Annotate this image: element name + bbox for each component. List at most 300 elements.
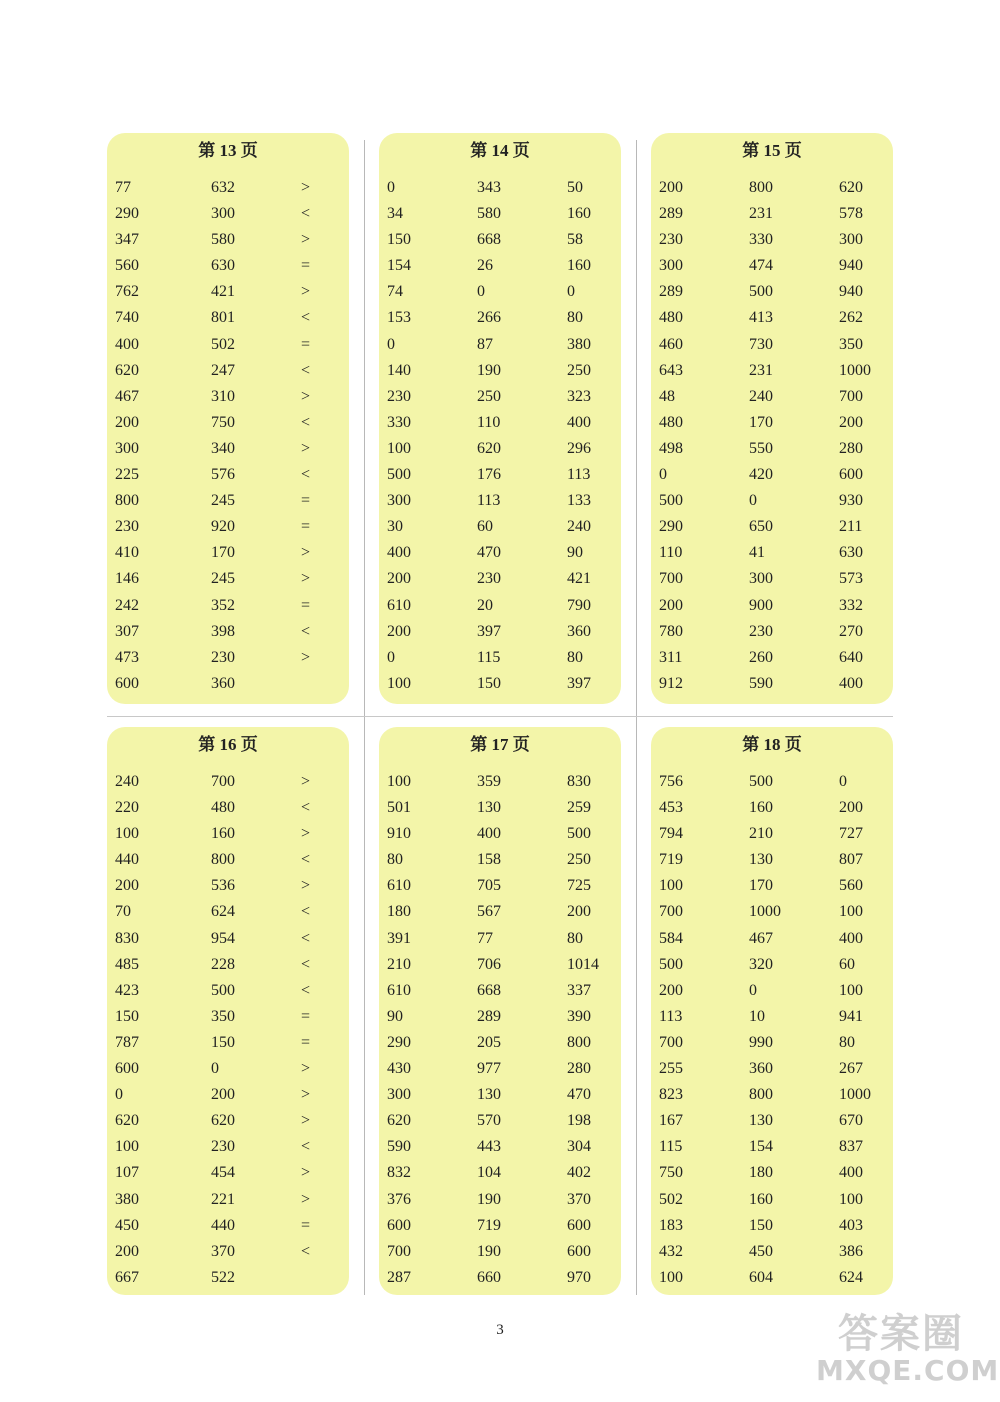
answer-cell: 289	[659, 283, 683, 301]
answer-cell: 650	[749, 518, 773, 536]
answer-cell: 600	[387, 1216, 411, 1234]
answer-row	[387, 540, 621, 566]
answer-cell: 296	[567, 439, 591, 457]
answer-cell: 423	[115, 981, 139, 999]
answer-row	[115, 1056, 349, 1082]
answer-row	[115, 410, 349, 436]
answer-row	[115, 566, 349, 592]
answer-cell: 160	[749, 1190, 773, 1208]
answer-cell: 830	[567, 773, 591, 790]
answer-row	[659, 410, 893, 436]
answer-row	[115, 1187, 349, 1213]
answer-row	[387, 410, 621, 436]
answer-row	[387, 332, 621, 358]
answer-row	[387, 1213, 621, 1239]
answer-cell: 0	[839, 773, 847, 790]
answer-cell: 77	[115, 179, 131, 196]
answer-cell: 310	[211, 387, 235, 405]
answer-cell: 115	[477, 648, 501, 666]
answer-cell: 290	[659, 518, 683, 536]
answer-cell: 0	[477, 283, 485, 301]
answer-cell: 140	[387, 361, 411, 379]
row-divider	[107, 716, 893, 717]
answer-cell: 300	[387, 1086, 411, 1104]
answer-cell: 807	[839, 851, 863, 869]
answer-cell: 359	[477, 773, 501, 790]
answer-row	[115, 201, 349, 227]
answer-row	[659, 619, 893, 645]
answer-cell: 502	[659, 1190, 683, 1208]
answer-cell: 940	[839, 257, 863, 275]
answer-cell: 0	[749, 492, 757, 510]
answer-cell: 480	[659, 309, 683, 327]
answer-cell: <	[301, 205, 311, 223]
answer-cell: 300	[659, 257, 683, 275]
answer-row	[387, 1187, 621, 1213]
answer-cell: 360	[567, 622, 591, 640]
answer-cell: 90	[387, 1007, 403, 1025]
answer-row	[115, 488, 349, 514]
answer-rows	[115, 769, 349, 1291]
answer-cell: 600	[567, 1216, 591, 1234]
answer-cell: 340	[211, 439, 235, 457]
answer-row	[387, 566, 621, 592]
answer-cell: 100	[115, 825, 139, 843]
answer-row	[387, 899, 621, 925]
answer-row	[659, 593, 893, 619]
answer-cell: 1000	[839, 361, 871, 379]
answer-cell: 391	[387, 929, 411, 947]
answer-cell: 154	[387, 257, 411, 275]
card-title: 第 16 页	[198, 735, 258, 754]
answer-cell: 160	[567, 205, 591, 223]
answer-cell: 320	[749, 955, 773, 973]
answer-cell: >	[301, 825, 311, 843]
answer-cell: 100	[387, 773, 411, 790]
answer-cell: 430	[387, 1060, 411, 1078]
column-divider-1	[364, 140, 365, 1295]
answer-cell: 620	[115, 361, 139, 379]
answer-cell: 970	[567, 1268, 591, 1286]
answer-cell: 500	[749, 283, 773, 301]
answer-cell: 115	[659, 1138, 683, 1156]
answer-cell: 130	[749, 851, 773, 869]
answer-cell: 225	[115, 466, 139, 484]
answer-cell: 290	[387, 1033, 411, 1051]
answer-cell: 787	[115, 1033, 139, 1051]
answer-cell: 180	[749, 1164, 773, 1182]
answer-cell: 87	[477, 335, 493, 353]
answer-cell: 160	[567, 257, 591, 275]
answer-cell: 580	[477, 205, 501, 223]
answer-cell: 498	[659, 439, 683, 457]
answer-cell: 632	[211, 179, 235, 196]
answer-cell: 941	[839, 1007, 863, 1025]
answer-row	[387, 978, 621, 1004]
answer-cell: 502	[211, 335, 235, 353]
answer-cell: 410	[115, 544, 139, 562]
answer-cell: 0	[749, 981, 757, 999]
answer-cell: 590	[387, 1138, 411, 1156]
answer-cell: 113	[567, 466, 591, 484]
answer-cell: 643	[659, 361, 683, 379]
answer-cell: 480	[659, 413, 683, 431]
answer-cell: 600	[115, 674, 139, 692]
answer-row	[387, 514, 621, 540]
answer-rows	[115, 175, 349, 697]
answer-cell: 800	[749, 179, 773, 196]
answer-cell: 668	[477, 981, 501, 999]
answer-cell: 230	[115, 518, 139, 536]
answer-cell: 200	[839, 413, 863, 431]
answer-row	[387, 436, 621, 462]
answer-row	[659, 253, 893, 279]
answer-cell: 170	[211, 544, 235, 562]
answer-cell: >	[301, 283, 311, 301]
answer-cell: >	[301, 179, 311, 196]
answer-cell: 240	[749, 387, 773, 405]
answer-cell: 198	[567, 1112, 591, 1130]
answer-cell: 60	[477, 518, 493, 536]
answer-row	[387, 821, 621, 847]
answer-row	[387, 1082, 621, 1108]
answer-cell: 480	[211, 799, 235, 817]
answer-row	[387, 619, 621, 645]
answer-cell: >	[301, 439, 311, 457]
answer-cell: 386	[839, 1242, 863, 1260]
answer-row	[659, 1108, 893, 1134]
answer-cell: 100	[839, 1190, 863, 1208]
answer-cell: 900	[749, 596, 773, 614]
answer-cell: 560	[839, 877, 863, 895]
answer-cell: 80	[839, 1033, 855, 1051]
answer-row	[115, 671, 349, 697]
answer-cell: 200	[659, 596, 683, 614]
answer-cell: 700	[387, 1242, 411, 1260]
answer-row	[387, 1265, 621, 1291]
answer-row	[115, 253, 349, 279]
answer-cell: >	[301, 877, 311, 895]
answer-cell: 205	[477, 1033, 501, 1051]
answer-cell: 150	[211, 1033, 235, 1051]
answer-row	[659, 279, 893, 305]
answer-cell: 470	[477, 544, 501, 562]
card-title: 第 17 页	[470, 735, 530, 754]
answer-cell: 801	[211, 309, 235, 327]
answer-row	[387, 1056, 621, 1082]
answer-cell: 0	[211, 1060, 219, 1078]
answer-cell: 640	[839, 648, 863, 666]
answer-row	[659, 514, 893, 540]
answer-cell: 700	[839, 387, 863, 405]
answer-cell: 230	[211, 648, 235, 666]
answer-row	[115, 926, 349, 952]
answer-cell: 34	[387, 205, 403, 223]
answer-row	[387, 1239, 621, 1265]
answer-cell: 400	[839, 1164, 863, 1182]
answer-cell: 380	[115, 1190, 139, 1208]
answer-cell: <	[301, 903, 311, 921]
answer-cell: 610	[387, 596, 411, 614]
answer-cell: 350	[839, 335, 863, 353]
answer-row	[387, 769, 621, 795]
answer-row	[115, 978, 349, 1004]
answer-row	[387, 253, 621, 279]
answer-row	[115, 1030, 349, 1056]
answer-cell: =	[301, 518, 311, 536]
answer-cell: 210	[749, 825, 773, 843]
answer-cell: 403	[839, 1216, 863, 1234]
answer-cell: 70	[115, 903, 131, 921]
answer-cell: 58	[567, 231, 583, 249]
answer-cell: 228	[211, 955, 235, 973]
answer-row	[659, 305, 893, 331]
answer-cell: 670	[839, 1112, 863, 1130]
answer-cell: 450	[749, 1242, 773, 1260]
answer-cell: 247	[211, 361, 235, 379]
answer-cell: 221	[211, 1190, 235, 1208]
answer-cell: 100	[839, 903, 863, 921]
answer-card-page-15	[651, 133, 893, 704]
answer-cell: 397	[477, 622, 501, 640]
answer-cell: 200	[659, 981, 683, 999]
answer-row	[115, 1213, 349, 1239]
answer-cell: =	[301, 492, 311, 510]
answer-cell: 700	[211, 773, 235, 790]
answer-cell: 160	[749, 799, 773, 817]
answer-row	[659, 1030, 893, 1056]
answer-cell: 330	[749, 231, 773, 249]
answer-cell: 756	[659, 773, 683, 790]
answer-cell: 800	[115, 492, 139, 510]
answer-cell: 705	[477, 877, 501, 895]
answer-cell: 400	[567, 413, 591, 431]
answer-row	[115, 279, 349, 305]
answer-cell: 1000	[749, 903, 781, 921]
answer-cell: 50	[567, 179, 583, 196]
answer-cell: 794	[659, 825, 683, 843]
answer-cell: 231	[749, 361, 773, 379]
answer-cell: 130	[749, 1112, 773, 1130]
answer-row	[659, 201, 893, 227]
answer-row	[115, 873, 349, 899]
answer-cell: 176	[477, 466, 501, 484]
answer-cell: 26	[477, 257, 493, 275]
answer-cell: 262	[839, 309, 863, 327]
answer-cell: 370	[211, 1242, 235, 1260]
answer-row	[115, 795, 349, 821]
answer-row	[115, 821, 349, 847]
answer-cell: 150	[115, 1007, 139, 1025]
answer-row	[115, 175, 349, 201]
answer-cell: 730	[749, 335, 773, 353]
answer-cell: 230	[749, 622, 773, 640]
answer-row	[659, 769, 893, 795]
answer-row	[659, 1239, 893, 1265]
answer-cell: >	[301, 1112, 311, 1130]
answer-cell: 522	[211, 1268, 235, 1286]
answer-row	[659, 952, 893, 978]
answer-cell: 347	[115, 231, 139, 249]
answer-card-page-13	[107, 133, 349, 704]
answer-cell: 100	[387, 439, 411, 457]
answer-cell: 0	[387, 179, 395, 196]
answer-cell: 146	[115, 570, 139, 588]
answer-cell: 700	[659, 1033, 683, 1051]
answer-row	[115, 227, 349, 253]
answer-cell: 104	[477, 1164, 501, 1182]
answer-cell: 210	[387, 955, 411, 973]
answer-cell: 30	[387, 518, 403, 536]
answer-cell: 400	[115, 335, 139, 353]
answer-cell: =	[301, 1216, 311, 1234]
answer-cell: 912	[659, 674, 683, 692]
answer-cell: 667	[115, 1268, 139, 1286]
answer-cell: 604	[749, 1268, 773, 1286]
answer-cell: >	[301, 544, 311, 562]
answer-cell: <	[301, 622, 311, 640]
answer-cell: 289	[477, 1007, 501, 1025]
answer-row	[115, 1004, 349, 1030]
answer-cell: 719	[477, 1216, 501, 1234]
answer-cell: 280	[839, 439, 863, 457]
answer-cell: 990	[749, 1033, 773, 1051]
answer-cell: 954	[211, 929, 235, 947]
answer-cell: 100	[659, 877, 683, 895]
answer-cell: 230	[659, 231, 683, 249]
answer-cell: 200	[387, 570, 411, 588]
answer-cell: 706	[477, 955, 501, 973]
answer-cell: <	[301, 413, 311, 431]
answer-row	[659, 227, 893, 253]
answer-cell: 287	[387, 1268, 411, 1286]
answer-cell: 727	[839, 825, 863, 843]
answer-cell: >	[301, 1060, 311, 1078]
answer-cell: 360	[211, 674, 235, 692]
answer-cell: 700	[659, 903, 683, 921]
answer-cell: 380	[567, 335, 591, 353]
answer-cell: 500	[659, 955, 683, 973]
answer-row	[387, 1030, 621, 1056]
answer-row	[659, 332, 893, 358]
answer-cell: 790	[567, 596, 591, 614]
answer-row	[659, 540, 893, 566]
answer-cell: 150	[749, 1216, 773, 1234]
answer-cell: 220	[115, 799, 139, 817]
answer-row	[387, 1108, 621, 1134]
answer-cell: <	[301, 1242, 311, 1260]
answer-cell: >	[301, 1164, 311, 1182]
answer-row	[115, 1160, 349, 1186]
answer-row	[659, 1160, 893, 1186]
answer-cell: 610	[387, 877, 411, 895]
answer-cell: 750	[659, 1164, 683, 1182]
answer-cell: 370	[567, 1190, 591, 1208]
answer-cell: 668	[477, 231, 501, 249]
answer-cell: 600	[115, 1060, 139, 1078]
answer-cell: 0	[659, 466, 667, 484]
answer-cell: 536	[211, 877, 235, 895]
card-title: 第 14 页	[470, 141, 530, 160]
answer-row	[659, 1056, 893, 1082]
answer-cell: 158	[477, 851, 501, 869]
answer-cell: 200	[115, 1242, 139, 1260]
answer-cell: 266	[477, 309, 501, 327]
answer-cell: 230	[387, 387, 411, 405]
answer-row	[659, 1134, 893, 1160]
answer-row	[115, 645, 349, 671]
answer-cell: 80	[387, 851, 403, 869]
column-divider-2	[636, 140, 637, 1295]
answer-cell: >	[301, 773, 311, 790]
answer-cell: 930	[839, 492, 863, 510]
answer-cell: 343	[477, 179, 501, 196]
answer-row	[387, 795, 621, 821]
answer-cell: 0	[115, 1086, 123, 1104]
answer-row	[659, 821, 893, 847]
answer-cell: 267	[839, 1060, 863, 1078]
answer-cell: 443	[477, 1138, 501, 1156]
answer-cell: 800	[749, 1086, 773, 1104]
answer-cell: 719	[659, 851, 683, 869]
answer-row	[659, 978, 893, 1004]
answer-row	[115, 358, 349, 384]
answer-row	[659, 1265, 893, 1291]
answer-cell: 800	[211, 851, 235, 869]
answer-cell: 440	[211, 1216, 235, 1234]
answer-cell: 500	[659, 492, 683, 510]
answer-row	[659, 926, 893, 952]
answer-cell: 259	[567, 799, 591, 817]
answer-row	[659, 671, 893, 697]
answer-cell: 250	[567, 361, 591, 379]
answer-cell: 130	[477, 799, 501, 817]
answer-row	[659, 175, 893, 201]
answer-cell: 200	[839, 799, 863, 817]
answer-cell: 352	[211, 596, 235, 614]
answer-cell: 578	[839, 205, 863, 223]
answer-cell: 100	[387, 674, 411, 692]
watermark-logo	[816, 1311, 1000, 1392]
answer-cell: 200	[387, 622, 411, 640]
answer-cell: 80	[567, 309, 583, 327]
card-title: 第 18 页	[742, 735, 802, 754]
answer-row	[115, 1134, 349, 1160]
answer-row	[115, 1265, 349, 1291]
card-title: 第 15 页	[742, 141, 802, 160]
answer-cell: 290	[115, 205, 139, 223]
answer-cell: 242	[115, 596, 139, 614]
answer-cell: <	[301, 799, 311, 817]
answer-row	[659, 847, 893, 873]
answer-cell: 453	[659, 799, 683, 817]
answer-cell: 240	[115, 773, 139, 790]
answer-cell: 940	[839, 283, 863, 301]
page-number: 3	[496, 1322, 504, 1338]
answer-cell: 390	[567, 1007, 591, 1025]
answer-cell: 245	[211, 570, 235, 588]
card-title: 第 13 页	[198, 141, 258, 160]
answer-cell: 421	[211, 283, 235, 301]
answer-cell: 200	[659, 179, 683, 196]
answer-cell: 700	[659, 570, 683, 588]
answer-row	[115, 952, 349, 978]
answer-cell: 500	[567, 825, 591, 843]
answer-cell: 590	[749, 674, 773, 692]
answer-cell: 725	[567, 877, 591, 895]
answer-cell: 74	[387, 283, 403, 301]
answer-cell: 20	[477, 596, 493, 614]
